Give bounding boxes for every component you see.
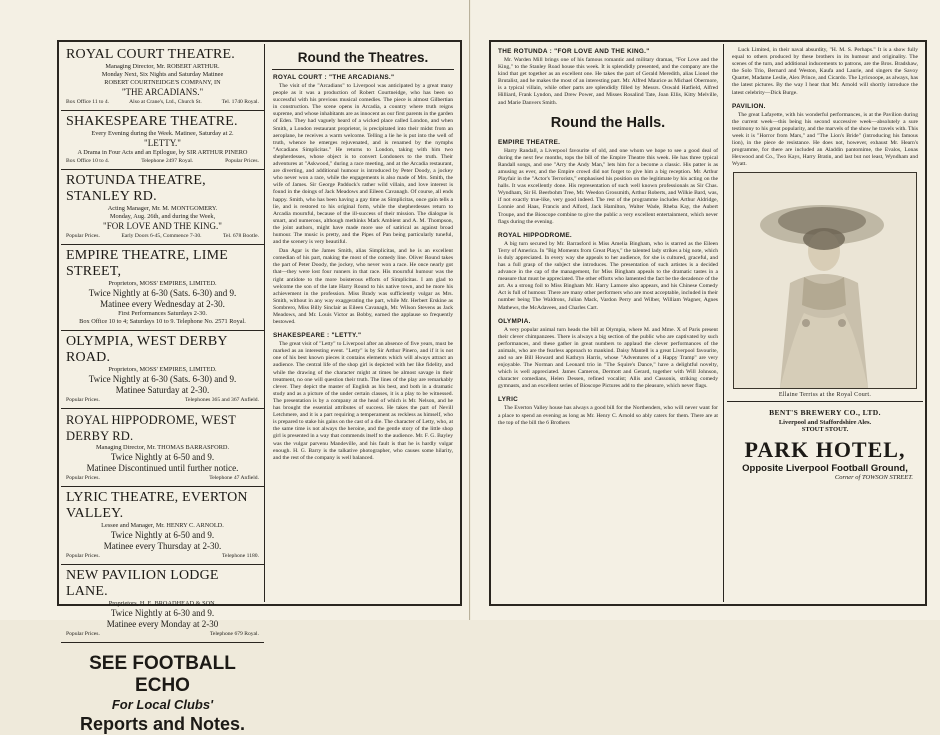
section-body: [727, 112, 923, 169]
brewery-name: BENT'S BREWERY CO., LTD.: [769, 408, 881, 418]
hotel-location: Opposite Liverpool Football Ground,: [742, 463, 908, 475]
paragraph: Luck Limited, in their naval absurdity, "H. M. S. Perhaps." It is a show fully equal to others produced by these brothers in its humour and originality. The scenes of the turn, and additional inducements to patrons, are the Bros. Bradshaw, the Solo Trio, Bernard and Weston, Kaufa and Laurie, and singers the Savoy Quartet, Madame Leslie, Alex Prince, and Cicardo. The Lyricsoope, as always, has the latest pictures. By the way I hear that Mr. Arnold will shortly introduce the latest celebrity—Dick Burge.: [732, 47, 918, 96]
brewery-ales: Liverpool and Staffordshire Ales.: [778, 419, 872, 427]
ad-line: Acting Manager, Mr. M. MONTGOMERY.: [107, 205, 218, 212]
ad-line: Managing Director, Mr. ROBERT ARTHUR.: [105, 63, 220, 70]
paragraph: Mr. Warden Mill brings one of his famous romantic and military dramas, "For Love and the King," to the Stanley Road house this week. It is splendidly presented, and the company are the kind that get together as an excellent one. He takes the part of Gerald Meredith, alias Lionel the Brutalist, and he makes the most of an interesting part. Mr. Alfred Maurice as Michael Obermore, is a typical villain, while other parts are splendidly filled by Messrs. Oswald Hatfield, Alfred Hilliard, Frank Lyndon, and Drew Power, and Misses Rosalind Tate, Joan Ellis, Kitty Melville, and Marie Danvers Smith.: [498, 57, 718, 106]
ad-lyric: [61, 487, 264, 565]
hotel-name: PARK HOTEL,: [744, 437, 906, 463]
round-the-halls-column: [493, 44, 724, 602]
ad-footer: [66, 474, 259, 482]
ad-title: OLYMPIA, WEST DERBY ROAD.: [66, 334, 228, 365]
ad-show: Twice Nightly at 6-50 and 9.: [110, 452, 215, 462]
portrait-illustration: [734, 173, 916, 388]
section-body: [493, 241, 723, 312]
ad-footer-item: Tel. 678 Bootle.: [223, 233, 259, 239]
brewery-stout: STOUT STOUT.: [801, 426, 849, 434]
section-heading: OLYMPIA.: [498, 317, 531, 325]
photo-caption: Ellaine Terriss at the Royal Court.: [778, 392, 872, 399]
section-heading: PAVILION.: [732, 102, 766, 110]
ad-title: ROYAL HIPPODROME, WEST DERBY RD.: [66, 413, 236, 443]
ad-footer-item: Early Doors 6-45, Commence 7-30.: [121, 233, 202, 239]
ad-line: Managing Director, Mr. THOMAS BARRASFORD.: [95, 444, 230, 451]
paragraph: The visit of the "Arcadians" to Liverpool was anticipated by a great many people as it was a production of Robert Courtneidge, who has been so successful with his previous musical comedies. The piece is almost Gilbertian in construction. The scene opens in Arcadia, a country where truth reigns supreme, and whose inhabitants are as innocent as our first parents in the garden of Eden. They had vaguely heard of a wicked place called London, and when Smith, a London restaurant proprietor, is precipitated into their midst from an aeroplane, he receives a warm welcome. Telling a lie he is put into the well of truth, whence he emerges rejuvenated, and is renamed by the nymphs "Arcadians Simplicitas." He returns to London, taking with him two shepherdesses, whose object is to convert Londoners to the truth. Their adventures at "Askwood," during a race meeting, and at the Arcadia restaurant, are diverting, and additional humour is introduced by Peter Doody, a jockey who never won a race, while the engagements is also made of Mrs. Smith, the wife of James. Sir George Paddock's rather wild villain, and love interest is found in the doings of Jack Meadows and Eileen Cavanagh. Of course, all ends happy. Smith, who has been having a gay time as Simplicitas, once gain tells a lie, and is restored to his original form, while the shepherdesses return to Arcadia mournful, because of the ill-success of their mission. The dialogue is smart, and numerous, although methinks Mark Ambient and A. M. Thompson, the joint authors, might have made more use of satirical as against broad humour. The music is pretty, and the Pipes of Pan being particularly tuneful, and the scenery is very beautiful.: [273, 83, 453, 246]
ad-empire: [61, 245, 264, 331]
ad-footer: [66, 552, 259, 560]
left-page: [0, 0, 470, 734]
ad-footer: [66, 232, 259, 240]
section-heading: SHAKESPEARE : "LETTY.": [273, 332, 362, 340]
paragraph: The great visit of "Letty" to Liverpool after an absence of five years, must be marked as an interesting event. "Letty" is by Sir Arthur Pinero, and if it is not one of his best known pieces it contains elements which will always attract an audience. The central life of the shop girl is depicted with her like fidelity, and while the drawing of the character might at times be almost savage in their treatment, no one will question their truth. The lines of the play are remarkably clever. They depict the master of English as his best, and both in a dramatic study and as a picture of the under certain classes, it is a play to be witnessed. The presentation is by a company at the head of which is Mr. Nelson, and he has brought the essential attributes of success. He takes the part of Nevill Letchmere, and it is a part requiring a temperament as reckless as himself, who is prepared to stake his gains on the cast of a die. The character of Letty, who, at the same time is not always the heroine, and the gentle story of the little shop girl is presented in a way that commends itself to the audience. Mr. F. G. Bayley was the vulgar parvenu Mandeville, and his fault is that he is hardly vulgar enough. H. G. Barry is the talkative photographer, who causes some hilarity, and the rest of the company is well balanced.: [273, 341, 453, 461]
football-echo-ad: [61, 643, 264, 735]
section-heading: ROYAL COURT : "THE ARCADIANS.": [273, 74, 395, 81]
ad-title: ROTUNDA THEATRE, STANLEY RD.: [66, 173, 206, 204]
ad-show: Twice Nightly at 6-50 and 9.: [110, 530, 215, 540]
ad-line: Box Office 10 to 4; Saturdays 10 to 9. Telephone No. 2571 Royal.: [79, 318, 246, 325]
section-heading: ROYAL HIPPODROME.: [498, 231, 572, 239]
section-body: [268, 83, 458, 326]
ad-title: NEW PAVILION LODGE LANE.: [66, 568, 219, 599]
theatre-ads-column: [61, 44, 265, 734]
brewery-ad: [727, 401, 923, 481]
ad-olympia: [61, 331, 264, 409]
hotel-corner: Corner of TOWSON STREET.: [834, 474, 913, 482]
ad-footer-item: Popular Prices.: [66, 475, 100, 481]
ad-line: Lessee and Manager, Mr. HENRY C. ARNOLD.: [101, 522, 224, 529]
section-body: [268, 341, 458, 462]
section-heading: LYRIC: [498, 396, 519, 404]
ad-footer-item: Telephone 2497 Royal.: [141, 158, 194, 164]
football-echo-headline: SEE FOOTBALL ECHO: [89, 653, 236, 696]
ad-footer: [66, 630, 259, 638]
ad-show: Twice Nightly at 6-30 and 9.: [110, 608, 215, 618]
ad-line: Monday, Aug. 26th, and during the Week,: [109, 213, 216, 220]
column-title: Round the Theatres.: [272, 44, 454, 70]
ad-matinee: Matinee every Thursday at 2-30.: [103, 541, 222, 551]
ad-footer: [66, 396, 259, 404]
ad-footer-item: Telephone 1180.: [222, 553, 259, 559]
paragraph: A very popular animal turn heads the bill at Olympia, where M. and Mme. X of Paris present their clever chimpanzees. There is always a big section of the public who are captivated by such performances, and these gather in great numbers to applaud the clever performances of the animals, who are the fearless approach to mankind. Daisy Mantell is a great Liverpool favourite, and so are Bill Howard and Kathryn Harris, whose "Adventures of a Happy Tramp" are very enjoyable. The Norman and Leonard trio in "The Squire's Dance," have a delightful novelty, which is well appreciated. James Cameron, Dermott and Gerard, together with Will Johnson, character comedians, Helen Dessen, refined vocalist; Allis and Cassonis, striking comedy gymnasts, and an excellent series of Bioscope Pictures add to the pleasure, which never flags.: [498, 326, 718, 390]
ad-footer-item: Telephone 47 Anfield.: [209, 475, 259, 481]
paragraph: Harry Randall, a Liverpool favourite of old, and one whom we hope to see a good deal of during the next few months, tops the bill of the Empire Theatre this week. He has three typical Randall songs, and one "Arry the Andy Man," lets him for a become a classic. His patter is as amusing as ever, and the Empire crowd did not forget to give him a big reception. Mr. Arthur Playfair in the "Actor's Terrorists," emphasised his position on the legitimate by his acting on the halls. It was excellently done. His representation of such well known professionals as Sir Chas. Wyndham, Sir H. Beerbohm Tree, Mr. Weedon Grossmith, Arthur Roberts, and Wilkie Bard, was, if not exactly true-like, very good indeed. The rest of the programme includes Arthur Aldridge, Lonnie and Haas, Francis and Alford, Jack Hamilton, Walter Wade, Rheba Kay, the Aubert Troupe, and the Bioscope combine to give the public a very excellent entertainment, which never flags during the evening.: [498, 147, 718, 225]
section-heading: THE ROTUNDA : "FOR LOVE AND THE KING.": [498, 48, 650, 55]
ad-line: ROBERT COURTNEIDGE'S COMPANY, IN: [104, 79, 221, 86]
paragraph: Dan Agar is the James Smith, alias Simplicitas, and he is an excellent comedian of his part, making the most of the comedy line. Oliver Round takes the part of Peter Doody, the jockey, who never won a race. He once nearly got that—they were lost four runners in that race. His mournful humour was the right antidote to the more boisterous efforts of Simplicitas. I am glad to welcome the son of the late Harry Round to his native town, and he more his achievement in the profession. Miss Brady was sufficiently vulgar as Mrs. Smith, without in any way exaggerating the part, while Mr. Herbert Erskine as Sombrero, Miss Billy Sinclair as Eileen Cavanagh, Mr. Wilson Stevens as Jack Meadows, and Mr. Louis Victor as Bobby, earned the applause so frequently bestowed.: [273, 248, 453, 326]
left-page-frame: [57, 40, 462, 734]
ad-royal-court: [61, 44, 264, 111]
ad-line: Monday Next, Six Nights and Saturday Matinee: [101, 71, 224, 78]
right-column: [727, 44, 923, 602]
column-title: Round the Halls.: [550, 114, 666, 131]
ad-new-pavilion: [61, 565, 264, 643]
section-heading: EMPIRE THEATRE.: [498, 138, 561, 146]
ad-rotunda: [61, 170, 264, 245]
ad-line: Every Evening during the Week. Matinee, Saturday at 2.: [91, 130, 234, 137]
ad-footer-item: Telephone 679 Royal.: [209, 631, 259, 637]
ad-shakespeare: [61, 111, 264, 170]
round-the-theatres-column: [268, 44, 458, 602]
ad-footer-item: Also at Crane's, Ltd., Church St.: [129, 99, 202, 105]
ad-line: A Drama in Four Acts and an Epilogue, by SIR ARTHUR PINERO: [77, 149, 248, 156]
right-page: [471, 0, 940, 620]
section-body: [493, 57, 723, 107]
ad-footer-item: Popular Prices.: [66, 233, 100, 239]
paragraph: The Everton Valley house has always a good bill for the Northenders, who will never want for a place to spend an evening as long as Mr. Henry C. Arnold so ably caters for them. There are at the top of the bill the 6 Brothers: [498, 405, 718, 426]
ad-footer-item: Box Office 11 to 4.: [66, 99, 110, 105]
ad-show: "LETTY.": [144, 138, 181, 148]
ad-footer-item: Popular Prices.: [66, 553, 100, 559]
paragraph: The great Lafayette, with his wonderful performances, is at the Pavilion during the current week—this being his second successive week—absolutely a sure testimony to his great popularity, and the marvels of the show he travels with. This week it is "Horror from Mars," and "The Lion's Bride" (introducing his famous lion), in the piece de resistance. He does not, however, exhaust Mr. Hearn's programme, for there are included an Aladdin pantomime, the Evalos, Lonas Hexwood and Co., Two Kays, Harry Bratin, and last but not least, Wyndham and Wyatt.: [732, 111, 918, 168]
ad-matinee: Matinee every Wednesday at 2-30.: [100, 299, 225, 309]
ad-footer-item: Popular Prices.: [225, 158, 259, 164]
section-body: [727, 44, 923, 97]
ad-footer-item: Telephones 365 and 367 Anfield.: [184, 397, 259, 403]
section-body: [493, 148, 723, 226]
ad-line: Proprietors, MOSS' EMPIRES, LIMITED.: [108, 280, 217, 287]
ad-line: Proprietors, MOSS' EMPIRES, LIMITED.: [108, 366, 217, 373]
ad-footer-item: Tel. 1740 Royal.: [221, 99, 259, 105]
football-echo-tagline: Reports and Notes.: [79, 714, 246, 734]
ad-show: "FOR LOVE AND THE KING.": [103, 221, 222, 231]
ad-title: SHAKESPEARE THEATRE.: [66, 114, 238, 129]
ad-footer-item: Popular Prices.: [66, 397, 100, 403]
portrait-photo: [733, 172, 917, 389]
ad-matinee: Matinee Saturday at 2-30.: [115, 385, 210, 395]
ad-title: EMPIRE THEATRE, LIME STREET,: [66, 248, 229, 279]
right-page-frame: [489, 40, 927, 606]
ad-line: Proprietors, H. E. BROADHEAD & SON.: [108, 600, 217, 607]
ad-footer-item: Box Office 10 to 4.: [66, 158, 110, 164]
ad-line: First Performances Saturdays 2-30.: [118, 310, 207, 317]
section-body: [493, 405, 723, 426]
ad-matinee: Matinee every Monday at 2-30: [106, 619, 219, 629]
ad-royal-hippodrome: [61, 409, 264, 487]
ad-show: "THE ARCADIANS.": [121, 87, 204, 97]
ad-show: Twice Nightly at 6-30 (Sats. 6-30) and 9.: [88, 374, 237, 384]
ad-footer-item: Popular Prices.: [66, 631, 100, 637]
ad-show: Twice Nightly at 6-30 (Sats. 6-30) and 9.: [88, 288, 237, 298]
paragraph: A big turn secured by Mr. Barrasford is Miss Amelia Bingham, who is starred as the Eileen Terry of America. In "Big Moments from Great Plays," the talented lady strikes a big note, which is duly appreciated. In every way she appeals to her audience, for she is cultured, graceful, and has a full grasp of the subject she introduces. The presentation of such artistes is a decided advance in the cap of the management, for Miss Bingham appeals to the dramatic tastes in a measure that must be appreciated. The other efforts who lamented the fact be the decadence of the art. As a strong foil to Miss Bingham Mr. Harry Lamore also appears, and his Chinese Comedy Act is full of humour. There are many other performers who are most acceptable, included in their number being The Waldrons, Julian Mack, Vardon Perry and Wilber, William Wagner, Agnes Mathews, the McAdavees, and Charles Cart.: [498, 240, 718, 311]
ad-title: LYRIC THEATRE, EVERTON VALLEY.: [66, 490, 248, 521]
football-echo-subline: For Local Clubs': [111, 697, 214, 712]
ad-title: ROYAL COURT THEATRE.: [66, 47, 235, 62]
section-body: [493, 327, 723, 391]
ad-footer: [66, 98, 259, 106]
ad-footer: [66, 157, 259, 165]
ad-matinee: Matinee Discontinued until further notice.: [86, 463, 239, 473]
